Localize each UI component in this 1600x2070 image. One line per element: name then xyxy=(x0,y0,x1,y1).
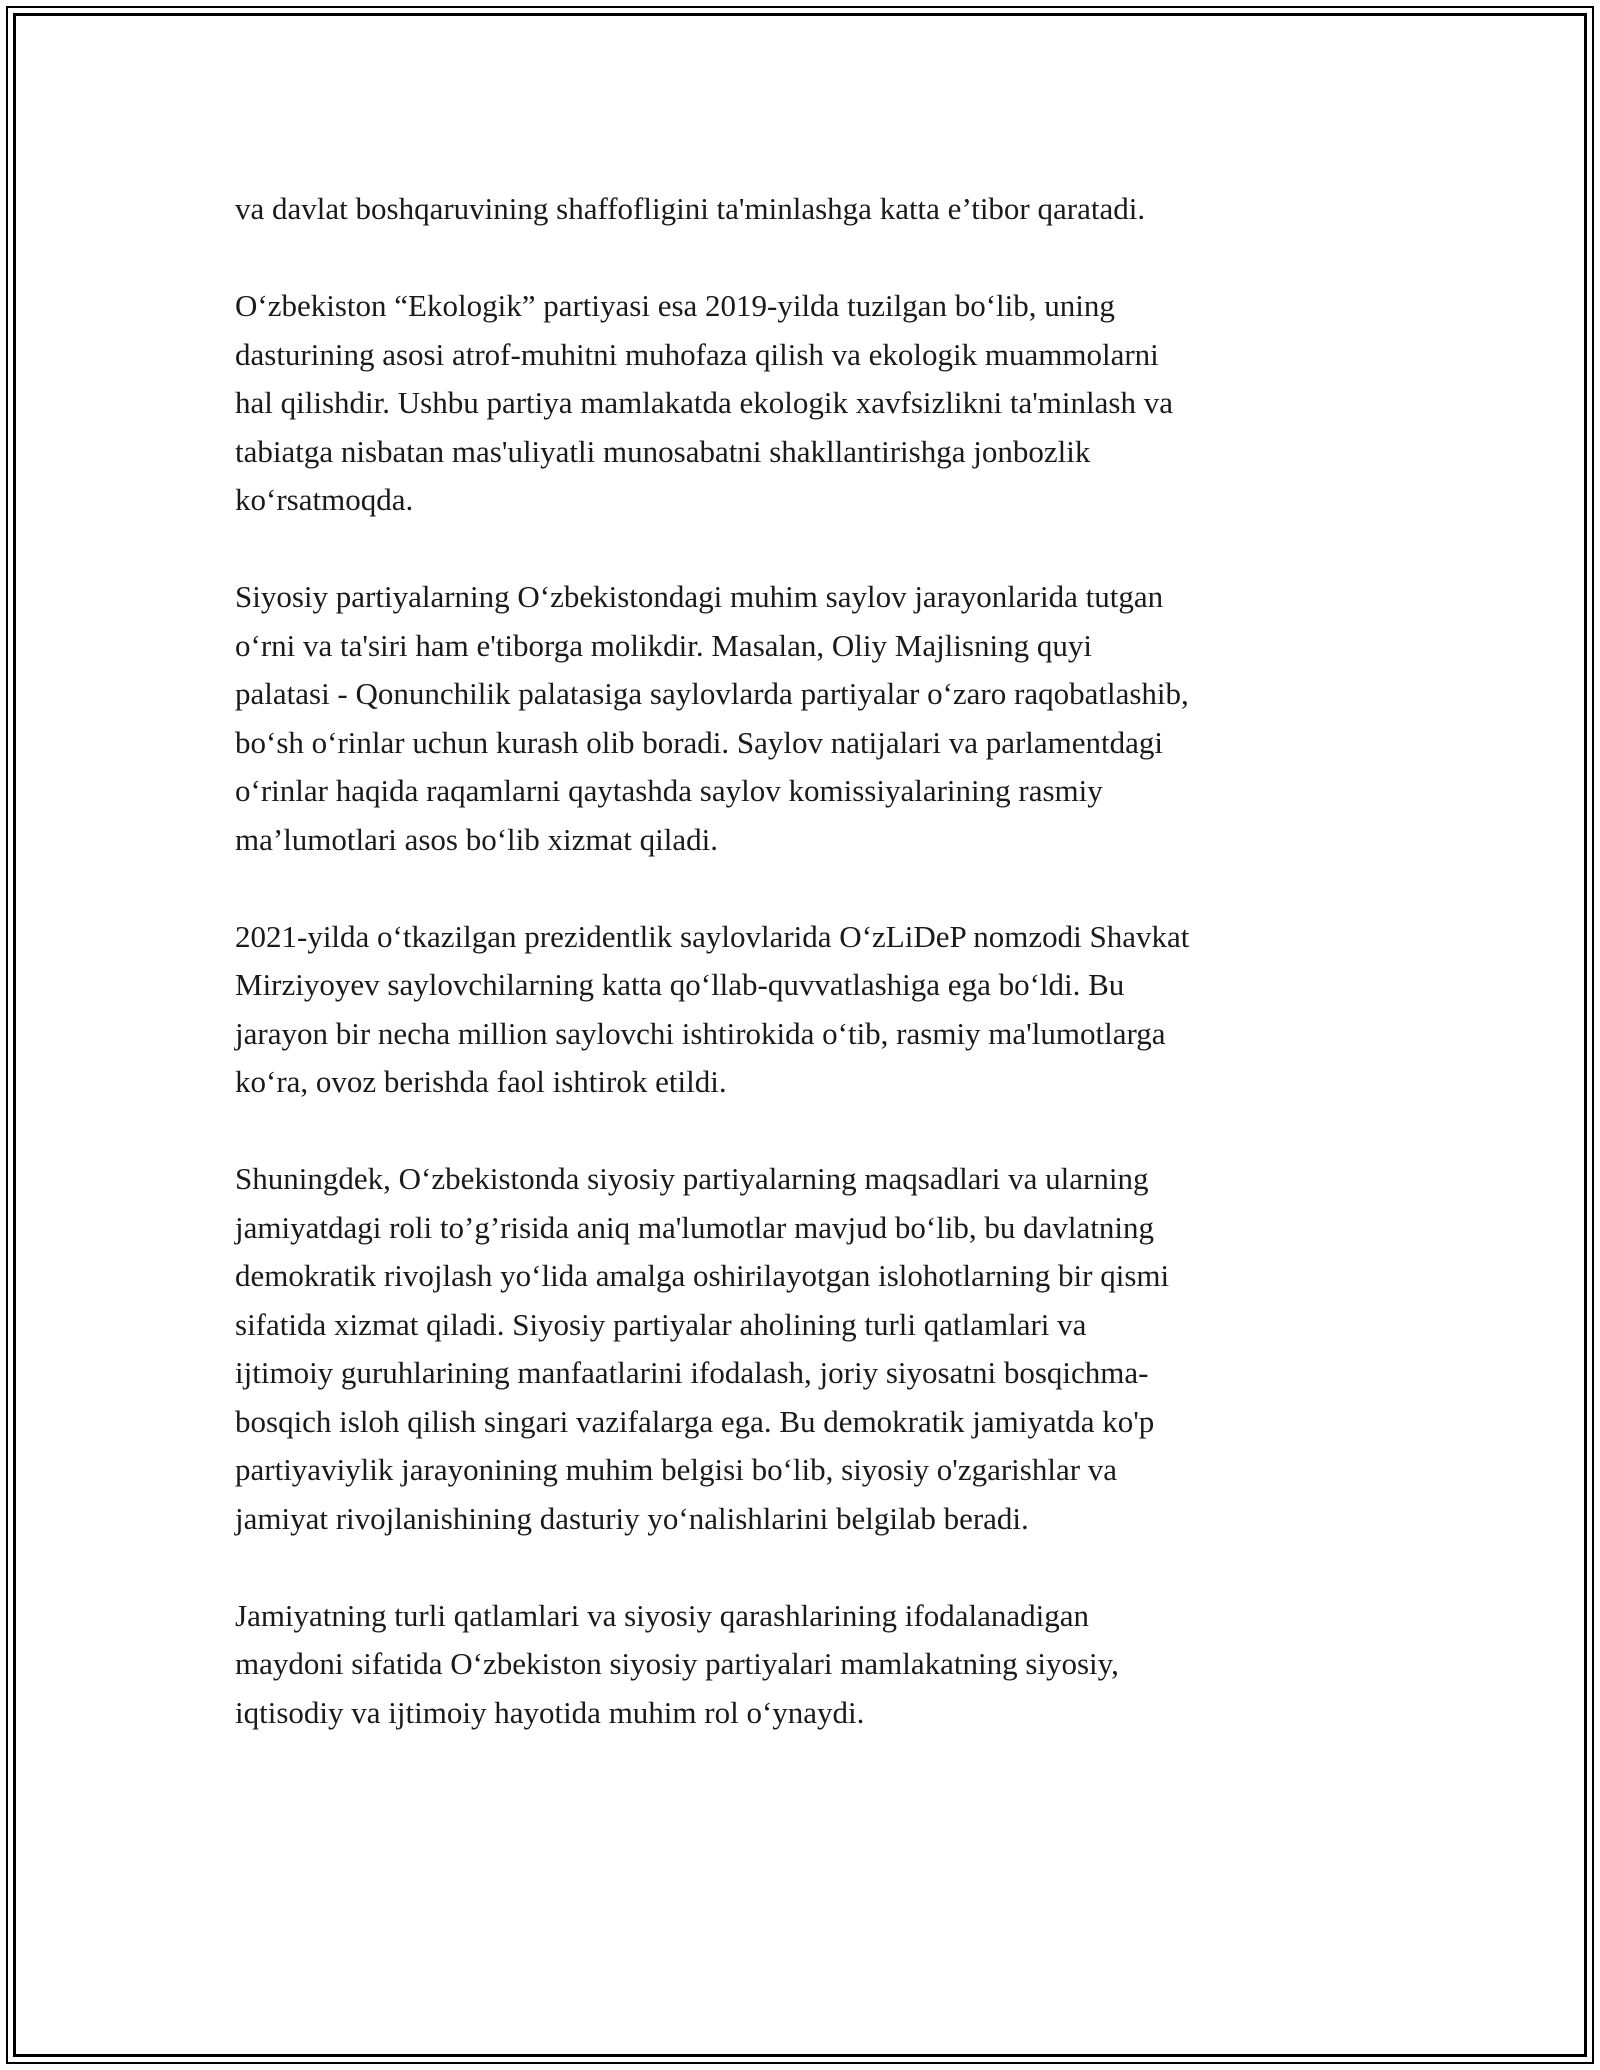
text-line: Jamiyatning turli qatlamlari va siyosiy qarashlarining ifodalanadigan xyxy=(235,1597,1089,1633)
paragraph-1 xyxy=(235,185,1385,234)
text-line: dasturining asosi atrof-muhitni muhofaza qilish va ekologik muammolarni xyxy=(235,336,1159,372)
text-line: ko‘ra, ovoz berishda faol ishtirok etildi. xyxy=(235,1064,727,1099)
text-line: ko‘rsatmoqda. xyxy=(235,482,414,517)
text-line: Siyosiy partiyalarning O‘zbekistondagi muhim saylov jarayonlarida tutgan xyxy=(235,579,1164,614)
paragraph-4 xyxy=(235,913,1385,1107)
text-line: iqtisodiy va ijtimoiy hayotida muhim rol o‘ynaydi. xyxy=(235,1694,865,1730)
text-line: ma’lumotlari asos bo‘lib xizmat qiladi. xyxy=(235,821,718,857)
text-line: o‘rni va ta'siri ham e'tiborga molikdir. Masalan, Oliy Majlisning quyi xyxy=(235,627,1092,663)
text-line: jarayon bir necha million saylovchi ishtirokida o‘tib, rasmiy ma'lumotlarga xyxy=(235,1015,1166,1051)
text-line: bo‘sh o‘rinlar uchun kurash olib boradi. Saylov natijalari va parlamentdagi xyxy=(235,724,1164,760)
text-line: tabiatga nisbatan mas'uliyatli munosabatni shakllantirishga jonbozlik xyxy=(235,433,1091,469)
text-line: Shuningdek, O‘zbekistonda siyosiy partiyalarning maqsadlari va ularning xyxy=(235,1161,1149,1196)
paragraph-3 xyxy=(235,573,1385,864)
text-line: 2021-yilda o‘tkazilgan prezidentlik saylovlarida O‘zLiDeP nomzodi Shavkat xyxy=(235,918,1190,954)
text-line: partiyaviylik jarayonining muhim belgisi bo‘lib, siyosiy o'zgarishlar va xyxy=(235,1452,1118,1487)
text-line: O‘zbekiston “Ekologik” partiyasi esa 2019-yilda tuzilgan bo‘lib, uning xyxy=(235,288,1115,323)
text-line: demokratik rivojlash yo‘lida amalga oshirilayotgan islohotlarning bir qismi xyxy=(235,1258,1170,1293)
text-line: Mirziyoyev saylovchilarning katta qo‘llab-quvvatlashiga ega bo‘ldi. Bu xyxy=(235,967,1125,1002)
paragraph-5 xyxy=(235,1155,1385,1543)
paragraph-6 xyxy=(235,1592,1385,1738)
text-line: palatasi - Qonunchilik palatasiga saylovlarda partiyalar o‘zaro raqobatlashib, xyxy=(235,676,1189,711)
text-line: jamiyatdagi roli to’g’risida aniq ma'lumotlar mavjud bo‘lib, bu davlatning xyxy=(235,1209,1155,1245)
text-line: bosqich isloh qilish singari vazifalarga ega. Bu demokratik jamiyatda ko'p xyxy=(235,1403,1155,1439)
document-body xyxy=(235,185,1385,1737)
paragraph-2 xyxy=(235,282,1385,525)
text-line: ijtimoiy guruhlarining manfaatlarini ifodalash, joriy siyosatni bosqichma- xyxy=(235,1355,1149,1390)
text-line: jamiyat rivojlanishining dasturiy yo‘nalishlarini belgilab beradi. xyxy=(235,1500,1029,1536)
text-line: sifatida xizmat qiladi. Siyosiy partiyalar aholining turli qatlamlari va xyxy=(235,1306,1087,1342)
text-line: va davlat boshqaruvining shaffofligini ta'minlashga katta e’tibor qaratadi. xyxy=(235,191,1146,226)
text-line: maydoni sifatida O‘zbekiston siyosiy partiyalari mamlakatning siyosiy, xyxy=(235,1646,1119,1681)
text-line: o‘rinlar haqida raqamlarni qaytashda saylov komissiyalarining rasmiy xyxy=(235,773,1103,808)
text-line: hal qilishdir. Ushbu partiya mamlakatda ekologik xavfsizlikni ta'minlash va xyxy=(235,385,1173,420)
